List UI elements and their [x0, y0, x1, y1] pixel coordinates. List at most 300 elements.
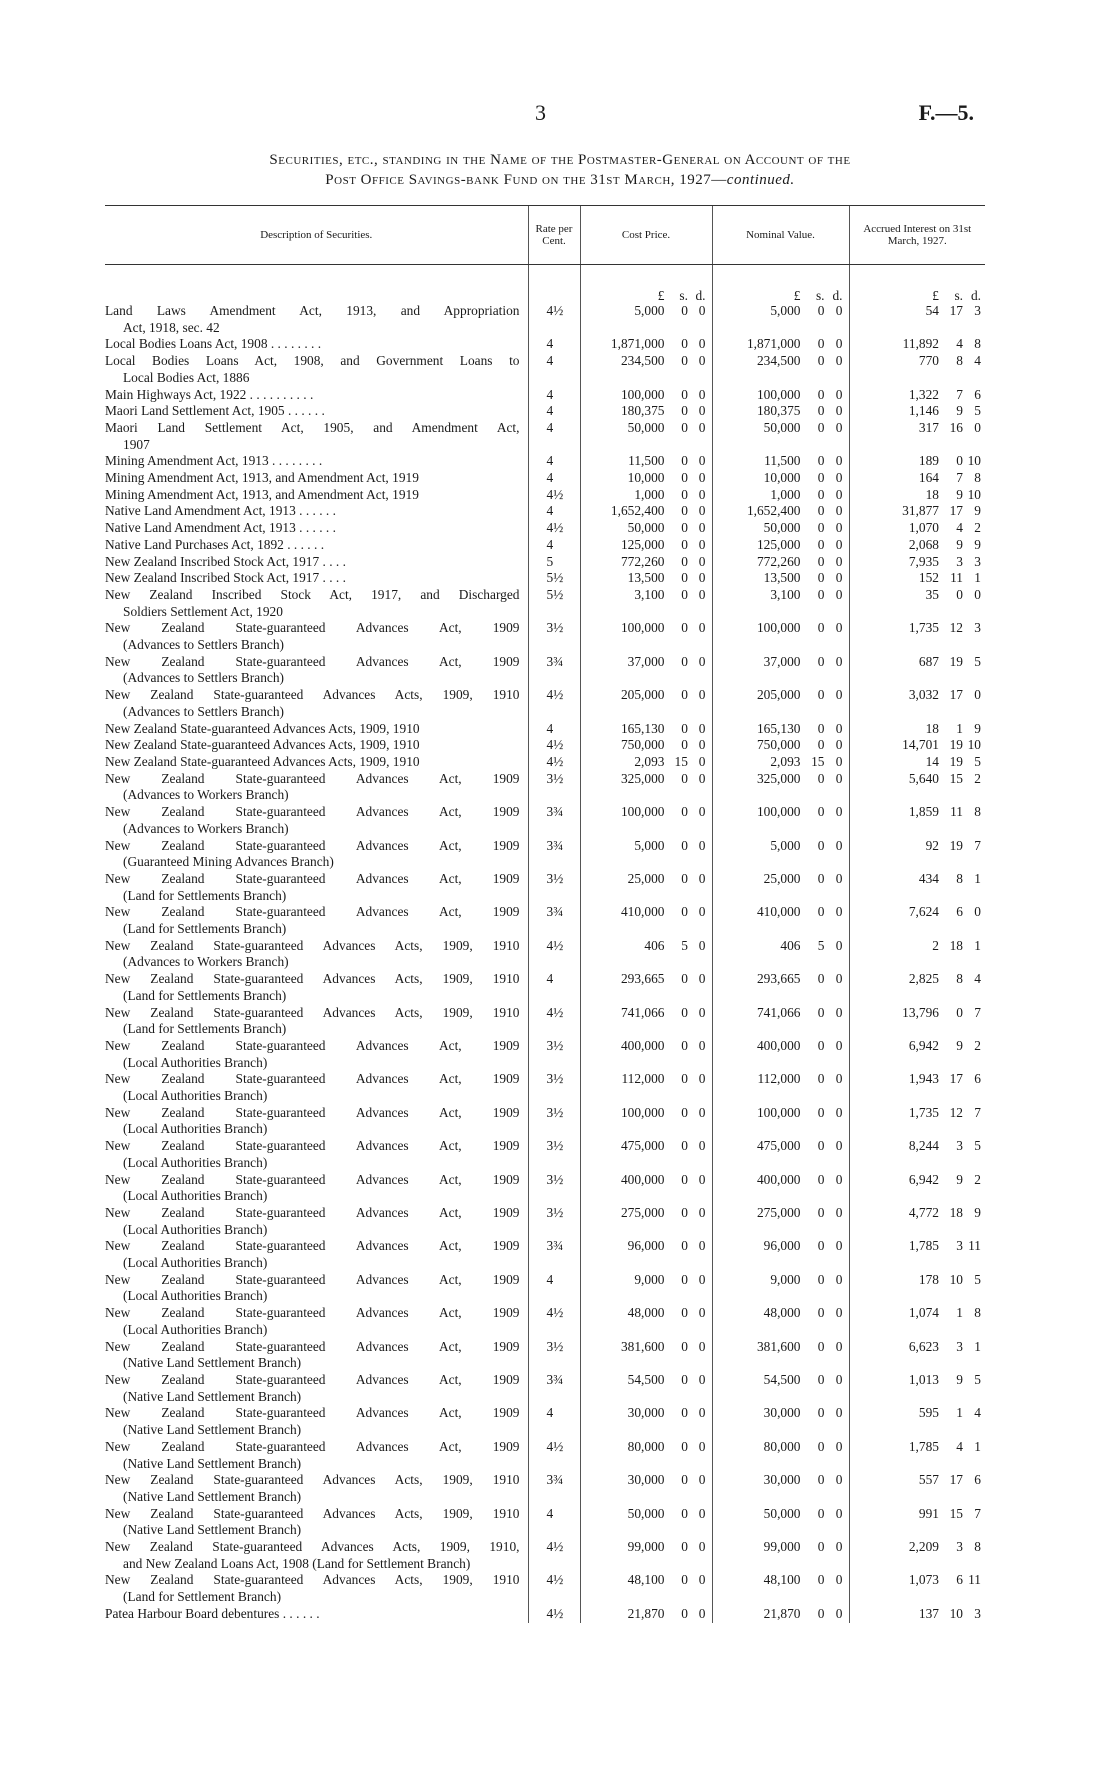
- interest-pence: 2: [974, 770, 981, 786]
- description-line-1: Mining Amendment Act, 1913 . . . . . . . .: [105, 453, 323, 469]
- nominal-shillings: 0: [817, 870, 825, 886]
- interest-pounds: 3,032: [908, 687, 939, 703]
- description-line-2: Local Bodies Act, 1886: [123, 369, 250, 385]
- interest-shillings: 18: [949, 1204, 963, 1220]
- interest-pounds: 14: [925, 753, 939, 769]
- units-row: [105, 265, 985, 304]
- interest-shillings: 3: [956, 1138, 963, 1154]
- interest-pence: 11: [968, 1238, 981, 1254]
- nominal-shillings: 0: [817, 1204, 825, 1220]
- table-row: [105, 520, 985, 537]
- description-line-1: New Zealand State-guaranteed Advances Acts, 1909, 1910: [105, 720, 420, 736]
- cost-shillings: 0: [681, 486, 688, 502]
- security-description: [105, 721, 528, 738]
- col-header-interest: Accrued Interest on 31st March, 1927.: [849, 206, 985, 265]
- security-description: [105, 1305, 528, 1338]
- description-line-1: Land Laws Amendment Act, 1913, and Appropriation: [105, 303, 520, 318]
- cost-pounds: 205,000: [620, 687, 665, 703]
- nominal-pence: 0: [835, 1305, 843, 1321]
- interest-pence: 0: [974, 687, 981, 703]
- description-line-1: New Zealand State-guaranteed Advances Act, 1909: [105, 1405, 520, 1421]
- interest-pounds: 1,074: [908, 1305, 939, 1321]
- rate-per-cent: 4: [528, 1272, 580, 1305]
- interest-shillings: 9: [956, 1372, 963, 1387]
- rate-per-cent: 3¾: [528, 1472, 580, 1505]
- cost-pounds: 25,000: [627, 870, 665, 886]
- interest-pounds: 178: [918, 1271, 939, 1287]
- unit-shilling: s.: [679, 288, 688, 303]
- security-description: [105, 353, 528, 386]
- cost-pounds: 80,000: [627, 1438, 665, 1454]
- description-line-2: (Advances to Settlers Branch): [123, 703, 285, 719]
- cost-pounds: 37,000: [627, 653, 665, 669]
- rate-per-cent: 4: [528, 336, 580, 353]
- cost-pence: 0: [698, 904, 706, 920]
- security-description: [105, 487, 528, 504]
- security-description: [105, 1372, 528, 1405]
- nominal-pounds: 475,000: [756, 1138, 801, 1154]
- cost-shillings: 0: [681, 1037, 688, 1053]
- table-row: [105, 1205, 985, 1238]
- security-description: [105, 403, 528, 420]
- nominal-pounds: 54,500: [763, 1372, 801, 1387]
- nominal-shillings: 0: [817, 1004, 825, 1020]
- description-line-2: (Advances to Settlers Branch): [123, 670, 285, 686]
- description-line-2: (Native Land Settlement Branch): [123, 1388, 302, 1404]
- description-line-1: New Zealand State-guaranteed Advances Acts, 1909, 1910: [105, 1505, 520, 1521]
- interest-shillings: 15: [949, 770, 963, 786]
- interest-pence: 5: [974, 403, 981, 419]
- nominal-pence: 0: [835, 737, 843, 753]
- cost-shillings: 0: [681, 1004, 688, 1020]
- nominal-pounds: 99,000: [763, 1539, 801, 1555]
- interest-shillings: 11: [950, 804, 963, 820]
- interest-pounds: 317: [918, 419, 939, 435]
- security-description: [105, 938, 528, 971]
- interest-pence: 1: [974, 870, 981, 886]
- interest-pounds: 557: [918, 1472, 939, 1488]
- nominal-pence: 0: [835, 586, 843, 602]
- unit-shilling: s.: [954, 288, 963, 303]
- interest-shillings: 19: [949, 753, 963, 769]
- cost-pounds: 100,000: [620, 620, 665, 636]
- cost-pence: 0: [698, 1438, 706, 1454]
- interest-pence: 0: [974, 419, 981, 435]
- table-row: [105, 503, 985, 520]
- interest-shillings: 0: [956, 453, 963, 469]
- description-line-2: (Local Authorities Branch): [123, 1054, 268, 1070]
- rate-per-cent: 3¾: [528, 654, 580, 687]
- nominal-shillings: 0: [817, 536, 825, 552]
- description-line-2: (Advances to Workers Branch): [123, 787, 289, 803]
- nominal-shillings: 0: [817, 1104, 825, 1120]
- description-line-1: New Zealand State-guaranteed Advances Act, 1909: [105, 1271, 520, 1287]
- cost-shillings: 0: [681, 1238, 688, 1254]
- interest-pounds: 6,942: [908, 1037, 939, 1053]
- cost-shillings: 0: [681, 586, 688, 602]
- nominal-shillings: 0: [817, 553, 825, 569]
- nominal-shillings: 0: [817, 971, 825, 987]
- nominal-shillings: 0: [817, 419, 825, 435]
- nominal-pounds: 165,130: [756, 720, 801, 736]
- interest-shillings: 19: [949, 653, 963, 669]
- nominal-pence: 0: [835, 403, 843, 419]
- unit-shilling: s.: [815, 288, 825, 303]
- nominal-pence: 0: [835, 336, 843, 352]
- nominal-pence: 0: [835, 653, 843, 669]
- nominal-pounds: 1,000: [770, 486, 801, 502]
- cost-pence: 0: [698, 870, 706, 886]
- table-row: [105, 1572, 985, 1605]
- interest-shillings: 3: [956, 553, 963, 569]
- nominal-pence: 0: [835, 1204, 843, 1220]
- security-description: [105, 420, 528, 453]
- description-line-1: New Zealand State-guaranteed Advances Acts, 1909, 1910: [105, 737, 420, 753]
- security-description: [105, 1172, 528, 1205]
- table-row: [105, 1405, 985, 1438]
- description-line-2: (Native Land Settlement Branch): [123, 1422, 302, 1438]
- nominal-shillings: 0: [817, 1338, 825, 1354]
- nominal-shillings: 0: [817, 1372, 825, 1387]
- cost-pence: 0: [698, 453, 706, 469]
- interest-pence: 3: [974, 620, 981, 636]
- nominal-shillings: 0: [817, 503, 825, 519]
- table-row: [105, 904, 985, 937]
- col-header-nominal: Nominal Value.: [712, 206, 849, 265]
- nominal-shillings: 0: [817, 353, 825, 369]
- security-description: [105, 971, 528, 1004]
- interest-shillings: 9: [956, 1037, 963, 1053]
- interest-pounds: 11,892: [902, 336, 939, 352]
- interest-pounds: 1,785: [908, 1238, 939, 1254]
- description-line-1: New Zealand State-guaranteed Advances Act, 1909: [105, 1238, 520, 1254]
- nominal-shillings: 0: [817, 570, 825, 586]
- table-row: [105, 838, 985, 871]
- cost-shillings: 0: [681, 1271, 688, 1287]
- cost-pence: 0: [698, 653, 706, 669]
- interest-shillings: 4: [956, 1438, 963, 1454]
- cost-pounds: 9,000: [634, 1271, 665, 1287]
- interest-pounds: 164: [918, 470, 939, 486]
- rate-per-cent: 4: [528, 1405, 580, 1438]
- interest-pence: 8: [974, 804, 981, 820]
- cost-pounds: 165,130: [620, 720, 665, 736]
- nominal-pence: 0: [835, 804, 843, 820]
- nominal-pounds: 50,000: [763, 1505, 801, 1521]
- nominal-pounds: 10,000: [763, 470, 801, 486]
- cost-pence: 0: [698, 570, 706, 586]
- rate-per-cent: 3¾: [528, 904, 580, 937]
- security-description: [105, 1606, 528, 1623]
- nominal-pounds: 275,000: [756, 1204, 801, 1220]
- interest-pounds: 6,942: [908, 1171, 939, 1187]
- interest-pence: 6: [974, 1472, 981, 1488]
- nominal-pounds: 48,100: [763, 1572, 801, 1588]
- nominal-pence: 0: [835, 1605, 843, 1621]
- nominal-pounds: 21,870: [763, 1605, 801, 1621]
- interest-pence: 2: [974, 1171, 981, 1187]
- description-line-1: New Zealand State-guaranteed Advances Act, 1909: [105, 1372, 520, 1387]
- rate-per-cent: 3¾: [528, 838, 580, 871]
- security-description: [105, 620, 528, 653]
- cost-pence: 0: [698, 1405, 706, 1421]
- table-row: [105, 537, 985, 554]
- rate-per-cent: 4½: [528, 754, 580, 771]
- cost-pounds: 325,000: [620, 770, 665, 786]
- description-line-2: (Local Authorities Branch): [123, 1188, 268, 1204]
- nominal-pounds: 13,500: [763, 570, 801, 586]
- interest-pence: 9: [974, 536, 981, 552]
- nominal-pounds: 400,000: [756, 1171, 801, 1187]
- nominal-pence: 0: [835, 687, 843, 703]
- nominal-pence: 0: [835, 971, 843, 987]
- cost-pence: 0: [698, 1004, 706, 1020]
- description-line-2: (Land for Settlements Branch): [123, 1021, 287, 1037]
- nominal-pence: 0: [835, 1572, 843, 1588]
- description-line-1: New Zealand Inscribed Stock Act, 1917 . . . .: [105, 570, 346, 586]
- cost-shillings: 0: [681, 837, 688, 853]
- cost-pence: 0: [698, 1037, 706, 1053]
- nominal-pence: 0: [835, 419, 843, 435]
- cost-shillings: 0: [681, 520, 688, 536]
- nominal-pounds: 2,093: [770, 753, 801, 769]
- description-line-2: Soldiers Settlement Act, 1920: [123, 603, 283, 619]
- interest-pence: 6: [974, 1071, 981, 1087]
- nominal-shillings: 0: [817, 904, 825, 920]
- cost-shillings: 0: [681, 1405, 688, 1421]
- cost-pounds: 100,000: [620, 1104, 665, 1120]
- nominal-shillings: 0: [817, 1539, 825, 1555]
- cost-shillings: 0: [681, 503, 688, 519]
- nominal-shillings: 0: [817, 837, 825, 853]
- cost-shillings: 0: [681, 1338, 688, 1354]
- table-row: [105, 587, 985, 620]
- rate-per-cent: 4½: [528, 1539, 580, 1572]
- nominal-pence: 0: [835, 620, 843, 636]
- nominal-pounds: 125,000: [756, 536, 801, 552]
- interest-pence: 8: [974, 1305, 981, 1321]
- cost-shillings: 0: [681, 1104, 688, 1120]
- rate-per-cent: 4½: [528, 1005, 580, 1038]
- description-line-1: New Zealand State-guaranteed Advances Act, 1909: [105, 653, 520, 669]
- nominal-pounds: 400,000: [756, 1037, 801, 1053]
- col-header-cost: Cost Price.: [580, 206, 712, 265]
- cost-pounds: 5,000: [634, 837, 665, 853]
- interest-shillings: 12: [949, 620, 963, 636]
- rate-per-cent: 4½: [528, 520, 580, 537]
- security-description: [105, 520, 528, 537]
- security-description: [105, 1238, 528, 1271]
- cost-pence: 0: [698, 1238, 706, 1254]
- nominal-shillings: 0: [817, 1572, 825, 1588]
- interest-pounds: 152: [918, 570, 939, 586]
- nominal-pounds: 96,000: [763, 1238, 801, 1254]
- col-header-description: Description of Securities.: [105, 206, 528, 265]
- title-line-2-main: Post Office Savings-bank Fund on the 31st March, 1927—: [325, 172, 727, 188]
- rate-per-cent: 5½: [528, 570, 580, 587]
- description-line-1: Local Bodies Loans Act, 1908 . . . . . . . .: [105, 336, 322, 352]
- nominal-shillings: 15: [811, 753, 825, 769]
- interest-pence: 8: [974, 336, 981, 352]
- unit-pound: £: [932, 288, 939, 303]
- title-line-2: [100, 170, 1020, 190]
- interest-pounds: 1,146: [908, 403, 939, 419]
- interest-shillings: 17: [949, 687, 963, 703]
- cost-pence: 0: [698, 804, 706, 820]
- interest-shillings: 4: [956, 520, 963, 536]
- security-description: [105, 1339, 528, 1372]
- nominal-shillings: 0: [817, 804, 825, 820]
- cost-pounds: 410,000: [620, 904, 665, 920]
- security-description: [105, 303, 528, 336]
- interest-shillings: 0: [956, 1004, 963, 1020]
- interest-pounds: 35: [925, 586, 939, 602]
- nominal-shillings: 0: [817, 737, 825, 753]
- description-line-1: Main Highways Act, 1922 . . . . . . . . . .: [105, 386, 314, 402]
- rate-per-cent: 4: [528, 470, 580, 487]
- cost-pounds: 5,000: [634, 303, 665, 318]
- table-row: [105, 1138, 985, 1171]
- table-row: [105, 487, 985, 504]
- nominal-shillings: 0: [817, 770, 825, 786]
- table-row: [105, 687, 985, 720]
- table-row: [105, 804, 985, 837]
- table-row: [105, 1606, 985, 1623]
- rate-per-cent: 4: [528, 971, 580, 1004]
- rate-per-cent: 3¾: [528, 804, 580, 837]
- cost-shillings: 0: [681, 1138, 688, 1154]
- security-description: [105, 1038, 528, 1071]
- cost-shillings: 0: [681, 1605, 688, 1621]
- interest-shillings: 17: [949, 303, 963, 318]
- description-line-1: New Zealand State-guaranteed Advances Act, 1909: [105, 1171, 520, 1187]
- cost-shillings: 0: [681, 687, 688, 703]
- security-description: [105, 1272, 528, 1305]
- description-line-1: New Zealand State-guaranteed Advances Acts, 1909, 1910: [105, 753, 420, 769]
- nominal-pounds: 30,000: [763, 1472, 801, 1488]
- table-row: [105, 387, 985, 404]
- interest-pence: 1: [974, 937, 981, 953]
- nominal-pounds: 100,000: [756, 804, 801, 820]
- description-line-2: (Local Authorities Branch): [123, 1121, 268, 1137]
- description-line-1: New Zealand Inscribed Stock Act, 1917, and Discharged: [105, 586, 520, 602]
- nominal-pounds: 325,000: [756, 770, 801, 786]
- nominal-pence: 0: [835, 1171, 843, 1187]
- unit-pound: £: [657, 288, 665, 303]
- cost-pounds: 750,000: [620, 737, 665, 753]
- table-row: [105, 1005, 985, 1038]
- interest-pence: 10: [967, 453, 981, 469]
- cost-pounds: 1,871,000: [610, 336, 665, 352]
- nominal-pence: 0: [835, 1271, 843, 1287]
- security-description: [105, 570, 528, 587]
- cost-pence: 0: [698, 353, 706, 369]
- table-row: [105, 403, 985, 420]
- cost-pence: 0: [698, 1138, 706, 1154]
- interest-pence: 5: [974, 1372, 981, 1387]
- nominal-shillings: 0: [817, 1505, 825, 1521]
- interest-pence: 10: [967, 737, 981, 753]
- interest-pence: 2: [974, 520, 981, 536]
- cost-shillings: 0: [681, 419, 688, 435]
- nominal-shillings: 0: [817, 1071, 825, 1087]
- nominal-pence: 0: [835, 1037, 843, 1053]
- cost-pounds: 234,500: [620, 353, 665, 369]
- nominal-shillings: 0: [817, 1171, 825, 1187]
- rate-per-cent: 3½: [528, 620, 580, 653]
- nominal-shillings: 0: [817, 1438, 825, 1454]
- description-line-2: (Local Authorities Branch): [123, 1154, 268, 1170]
- security-description: [105, 336, 528, 353]
- interest-pence: 7: [974, 1505, 981, 1521]
- cost-pence: 0: [698, 1071, 706, 1087]
- interest-pounds: 137: [918, 1605, 939, 1621]
- rate-per-cent: 4: [528, 721, 580, 738]
- interest-pence: 6: [974, 386, 981, 402]
- interest-pence: 8: [974, 1539, 981, 1555]
- description-line-1: New Zealand State-guaranteed Advances Act, 1909: [105, 1071, 520, 1087]
- cost-pence: 0: [698, 470, 706, 486]
- interest-shillings: 4: [956, 336, 963, 352]
- rate-per-cent: 4: [528, 387, 580, 404]
- table-header-row: [105, 206, 985, 265]
- description-line-1: Native Land Amendment Act, 1913 . . . . . .: [105, 503, 336, 519]
- cost-pounds: 54,500: [627, 1372, 665, 1387]
- nominal-pence: 0: [835, 470, 843, 486]
- description-line-1: New Zealand Inscribed Stock Act, 1917 . . . .: [105, 553, 346, 569]
- nominal-pence: 0: [835, 1238, 843, 1254]
- description-line-1: New Zealand State-guaranteed Advances Act, 1909: [105, 1138, 520, 1154]
- nominal-pence: 0: [835, 503, 843, 519]
- nominal-pence: 0: [835, 753, 843, 769]
- cost-pounds: 381,600: [620, 1338, 665, 1354]
- interest-shillings: 6: [956, 904, 963, 920]
- description-line-1: New Zealand State-guaranteed Advances Act, 1909: [105, 1037, 520, 1053]
- table-row: [105, 938, 985, 971]
- description-line-2: (Land for Settlements Branch): [123, 887, 287, 903]
- interest-pounds: 1,070: [908, 520, 939, 536]
- description-line-1: New Zealand State-guaranteed Advances Act, 1909: [105, 870, 520, 886]
- interest-shillings: 7: [956, 386, 963, 402]
- interest-shillings: 6: [956, 1572, 963, 1588]
- title-line-1: Securities, etc., standing in the Name of the Postmaster-General on Account of the: [269, 152, 851, 168]
- cost-pence: 0: [698, 1572, 706, 1588]
- interest-pence: 3: [974, 1605, 981, 1621]
- nominal-pence: 0: [835, 1505, 843, 1521]
- cost-pence: 0: [698, 753, 706, 769]
- cost-shillings: 5: [681, 937, 688, 953]
- interest-shillings: 10: [949, 1605, 963, 1621]
- interest-pence: 1: [974, 1338, 981, 1354]
- cost-pounds: 772,260: [620, 553, 665, 569]
- nominal-pence: 0: [835, 1338, 843, 1354]
- cost-pence: 0: [698, 419, 706, 435]
- nominal-pounds: 234,500: [756, 353, 801, 369]
- table-row: [105, 1172, 985, 1205]
- interest-shillings: 9: [956, 403, 963, 419]
- description-line-2: Act, 1918, sec. 42: [123, 319, 220, 335]
- rate-per-cent: 4½: [528, 737, 580, 754]
- description-line-1: New Zealand State-guaranteed Advances Acts, 1909, 1910: [105, 1572, 520, 1588]
- interest-pounds: 1,785: [908, 1438, 939, 1454]
- interest-shillings: 19: [949, 837, 963, 853]
- nominal-pounds: 410,000: [756, 904, 801, 920]
- cost-pence: 0: [698, 1338, 706, 1354]
- nominal-shillings: 0: [817, 1037, 825, 1053]
- interest-pounds: 189: [918, 453, 939, 469]
- cost-pence: 0: [698, 503, 706, 519]
- security-description: [105, 904, 528, 937]
